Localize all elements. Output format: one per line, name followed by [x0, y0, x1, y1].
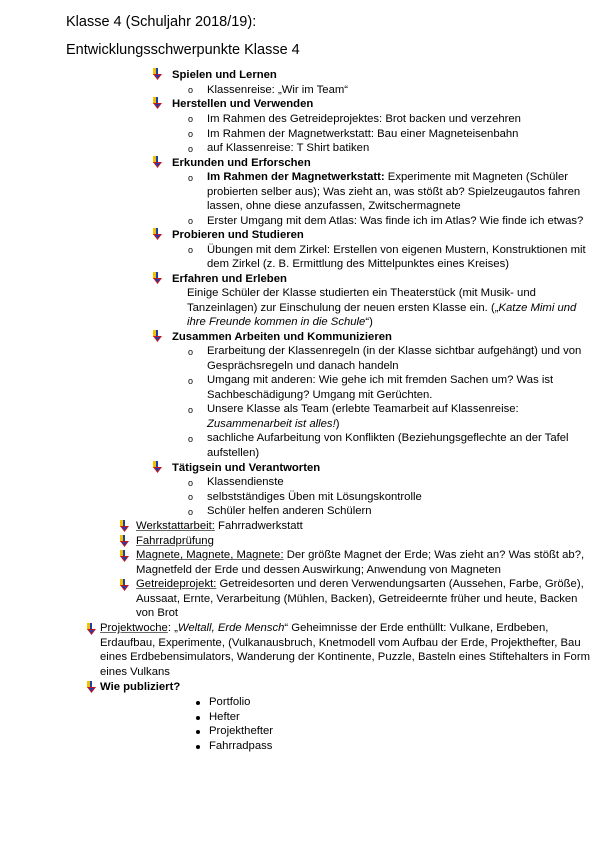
- magnete-item-continuation: Magnetfeld der Erde und dessen Auswirkung; Anwendung von Magneten: [136, 564, 501, 576]
- projektwoche-continuation: eines Erdbebensimulators, Wanderung der Kontinente, Puzzle, Basteln eines Stiftehalters in Form: [100, 651, 591, 663]
- list-item: Erarbeitung der Klassenregeln (in der Klasse sichtbar aufgehängt) und von: [207, 345, 582, 357]
- circle-bullet-icon: o: [188, 376, 194, 386]
- arrow-bullet-icon: [119, 535, 131, 547]
- paragraph-line: Einige Schüler der Klasse studierten ein Theaterstück (mit Musik- und: [187, 287, 536, 299]
- arrow-bullet-icon: [119, 550, 131, 562]
- list-item-continuation: lassen, ohne diese anzufassen, Zwitschermagnete: [207, 200, 461, 212]
- publication-item: Portfolio: [209, 696, 251, 708]
- arrow-bullet-icon: [86, 681, 98, 693]
- arrow-bullet-icon: [152, 461, 164, 473]
- projektwoche-continuation: eines Vulkans: [100, 666, 170, 678]
- list-item-continuation: Sachbeschädigung? Umgang mit Gerüchten.: [207, 389, 433, 401]
- arrow-bullet-icon: [152, 272, 164, 284]
- section-title-taetigsein: Tätigsein und Verantworten: [172, 462, 321, 474]
- document-subtitle: Entwicklungsschwerpunkte Klasse 4: [66, 42, 300, 58]
- fahrradpruefung-item: Fahrradprüfung: [136, 535, 214, 547]
- list-item: Im Rahmen der Magnetwerkstatt: Experimente mit Magneten (Schüler: [207, 171, 568, 183]
- paragraph-line: ihre Freunde kommen in die Schule“): [187, 316, 373, 328]
- circle-bullet-icon: o: [188, 347, 194, 357]
- magnete-item: Magnete, Magnete, Magnete: Der größte Magnet der Erde; Was zieht an? Was stößt ab?,: [136, 549, 585, 561]
- section-title-erfahren: Erfahren und Erleben: [172, 273, 287, 285]
- list-item-continuation: Zusammenarbeit ist alles!): [207, 418, 340, 430]
- circle-bullet-icon: o: [188, 114, 194, 124]
- arrow-bullet-icon: [119, 520, 131, 532]
- circle-bullet-icon: o: [188, 492, 194, 502]
- circle-bullet-icon: o: [188, 173, 194, 183]
- list-item: Im Rahmen der Magnetwerkstatt: Bau einer Magneteisenbahn: [207, 128, 519, 140]
- circle-bullet-icon: o: [188, 144, 194, 154]
- arrow-bullet-icon: [152, 68, 164, 80]
- section-title-spielen: Spielen und Lernen: [172, 69, 277, 81]
- list-item: Erster Umgang mit dem Atlas: Was finde ich im Atlas? Wie finde ich etwas?: [207, 215, 584, 227]
- getreide-item-continuation: von Brot: [136, 607, 179, 619]
- list-item: Im Rahmen des Getreideprojektes: Brot backen und verzehren: [207, 113, 521, 125]
- list-item: selbstständiges Üben mit Lösungskontrolle: [207, 491, 422, 503]
- bullet-dot-icon: [196, 701, 200, 705]
- circle-bullet-icon: o: [188, 216, 194, 226]
- bullet-dot-icon: [196, 730, 200, 734]
- circle-bullet-icon: o: [188, 405, 194, 415]
- publication-item: Projekthefter: [209, 725, 274, 737]
- bullet-dot-icon: [196, 716, 200, 720]
- list-item: Umgang mit anderen: Wie gehe ich mit fremden Sachen um? Was ist: [207, 374, 554, 386]
- arrow-bullet-icon: [152, 330, 164, 342]
- circle-bullet-icon: o: [188, 85, 194, 95]
- document-title: Klasse 4 (Schuljahr 2018/19):: [66, 14, 257, 30]
- section-title-herstellen: Herstellen und Verwenden: [172, 98, 314, 110]
- list-item: Klassenreise: „Wir im Team“: [207, 84, 349, 96]
- arrow-bullet-icon: [152, 156, 164, 168]
- circle-bullet-icon: o: [188, 507, 194, 517]
- list-item: Klassendienste: [207, 476, 284, 488]
- list-item: Unsere Klasse als Team (erlebte Teamarbeit auf Klassenreise:: [207, 403, 519, 415]
- list-item-continuation: aufstellen): [207, 447, 260, 459]
- arrow-bullet-icon: [152, 228, 164, 240]
- section-title-erkunden: Erkunden und Erforschen: [172, 157, 311, 169]
- circle-bullet-icon: o: [188, 478, 194, 488]
- publication-item: Hefter: [209, 711, 240, 723]
- werkstatt-item: Werkstattarbeit: Fahrradwerkstatt: [136, 520, 303, 532]
- paragraph-line: Tanzeinlagen) zur Einschulung der neuen ersten Klasse ein. („Katze Mimi und: [187, 302, 577, 314]
- section-title-probieren: Probieren und Studieren: [172, 229, 304, 241]
- list-item: auf Klassenreise: T Shirt batiken: [207, 142, 370, 154]
- projektwoche-item: Projektwoche: „Weltall, Erde Mensch“ Geheimnisse der Erde enthüllt: Vulkane, Erdbeben,: [100, 622, 549, 634]
- list-item: Übungen mit dem Zirkel: Erstellen von eigenen Mustern, Konstruktionen mit: [207, 244, 586, 256]
- list-item-continuation: dem Zirkel (z. B. Ermittlung des Mittelpunktes eines Kreises): [207, 258, 509, 270]
- list-item-continuation: Gesprächsregeln und danach handeln: [207, 360, 399, 372]
- circle-bullet-icon: o: [188, 245, 194, 255]
- projektwoche-continuation: Erdaufbau, Experimente, (Vulkanausbruch, Knetmodell vom Aufbau der Erde, Projekthefter, Bau: [100, 637, 581, 649]
- list-item-continuation: probierten selber aus); Was zieht an, was stößt ab? Spielzeugautos fahren: [207, 186, 581, 198]
- arrow-bullet-icon: [86, 623, 98, 635]
- section-title-zusammen: Zusammen Arbeiten und Kommunizieren: [172, 331, 392, 343]
- list-item: Schüler helfen anderen Schülern: [207, 505, 372, 517]
- bullet-dot-icon: [196, 745, 200, 749]
- publication-item: Fahrradpass: [209, 740, 273, 752]
- circle-bullet-icon: o: [188, 129, 194, 139]
- circle-bullet-icon: o: [188, 434, 194, 444]
- list-item: sachliche Aufarbeitung von Konflikten (Beziehungsgeflechte an der Tafel: [207, 432, 569, 444]
- publiziert-heading: Wie publiziert?: [100, 681, 181, 693]
- getreide-item: Getreideprojekt: Getreidesorten und deren Verwendungsarten (Aussehen, Farbe, Größe),: [136, 578, 584, 590]
- arrow-bullet-icon: [119, 579, 131, 591]
- getreide-item-continuation: Aussaat, Ernte, Verarbeitung (Mühlen, Backen), Getreideernte früher und heute, Backen: [136, 593, 578, 605]
- arrow-bullet-icon: [152, 97, 164, 109]
